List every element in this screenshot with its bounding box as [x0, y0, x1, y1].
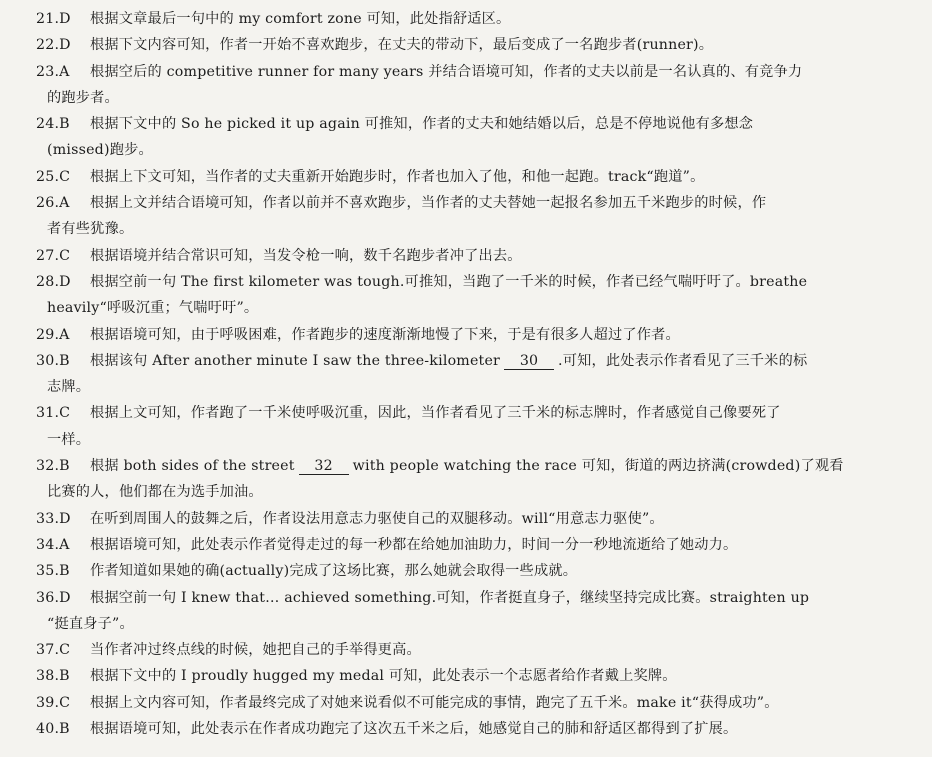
answer-item-30	[36, 348, 906, 401]
explanation-text: 根据下文中的 So he picked it up again 可推知，作者的丈夫和她结婚以后，总是不停地说他有多想念	[90, 116, 754, 133]
answer-line	[36, 716, 906, 742]
answer-line	[36, 506, 906, 532]
explanation-text: 根据语境可知，由于呼吸困难，作者跑步的速度渐渐地慢了下来，于是有很多人超过了作者。	[90, 326, 680, 343]
answer-item-33	[36, 506, 906, 532]
answer-line-continued: 的跑步者。	[47, 89, 119, 106]
explanation-text: 根据上文内容可知，作者最终完成了对她来说看似不可能完成的事情，跑完了五千米。make it“获得成功”。	[90, 694, 779, 711]
question-number: 35.B	[36, 563, 70, 580]
question-number: 30.B	[36, 352, 70, 369]
answer-line	[36, 322, 906, 348]
answer-line-continued: 者有些犹豫。	[47, 221, 134, 238]
question-number: 24.B	[36, 116, 70, 133]
question-number: 37.C	[36, 642, 71, 659]
answer-line	[36, 663, 906, 689]
answer-item-40	[36, 716, 906, 742]
answer-item-36	[36, 585, 906, 638]
answer-line	[36, 269, 906, 295]
explanation-text: 根据空前一句 The first kilometer was tough.可推知，当跑了一千米的时候，作者已经气喘吁吁了。breathe	[90, 273, 808, 290]
question-number: 23.A	[36, 63, 70, 80]
explanation-text-after-blank: with people watching the race 可知，街道的两边挤满(crowded)了观看	[352, 458, 844, 475]
answer-item-39	[36, 690, 906, 716]
explanation-text: 根据下文中的 I proudly hugged my medal 可知，此处表示一个志愿者给作者戴上奖牌。	[90, 668, 677, 685]
explanation-text: 在听到周围人的鼓舞之后，作者设法用意志力驱使自己的双腿移动。will“用意志力驱使”。	[90, 510, 664, 527]
explanation-text: 根据语境可知，此处表示在作者成功跑完了这次五千米之后，她感觉自己的肺和舒适区都得到了扩展。	[90, 721, 738, 738]
question-number: 39.C	[36, 694, 71, 711]
explanation-text: 根据上下文可知，当作者的丈夫重新开始跑步时，作者也加入了他，和他一起跑。track“跑道”。	[90, 168, 705, 185]
explanation-text: 根据上文可知，作者跑了一千米使呼吸沉重，因此，当作者看见了三千米的标志牌时，作者感觉自己像要死了	[90, 405, 781, 422]
answer-line	[36, 453, 906, 479]
question-number: 25.C	[36, 168, 71, 185]
answer-line	[36, 637, 906, 663]
question-number: 26.A	[36, 195, 70, 212]
answer-line-continued: heavily“呼吸沉重；气喘吁吁”。	[47, 300, 259, 317]
answer-item-38	[36, 663, 906, 689]
answer-line	[36, 400, 906, 426]
answer-line	[36, 6, 906, 32]
answer-item-34	[36, 532, 906, 558]
answer-line	[36, 59, 906, 85]
answer-line-continued: 一样。	[47, 431, 91, 448]
answer-line	[36, 32, 906, 58]
answer-item-23	[36, 59, 906, 112]
explanation-text: 根据下文内容可知，作者一开始不喜欢跑步，在丈夫的带动下，最后变成了一名跑步者(runner)。	[90, 37, 714, 54]
question-number: 28.D	[36, 273, 71, 290]
answer-item-35	[36, 558, 906, 584]
explanation-text: 作者知道如果她的确(actually)完成了这场比赛，那么她就会取得一些成就。	[90, 563, 578, 580]
explanation-text-before-blank: 根据 both sides of the street	[90, 458, 295, 475]
answer-line-continued: 比赛的人，他们都在为选手加油。	[47, 484, 263, 501]
question-number: 27.C	[36, 247, 71, 264]
explanation-text: 根据语境可知，此处表示作者觉得走过的每一秒都在给她加油助力，时间一分一秒地流逝给了她动力。	[90, 536, 738, 553]
question-number: 29.A	[36, 326, 70, 343]
answer-line	[36, 190, 906, 216]
answer-line	[36, 532, 906, 558]
explanation-text: 根据文章最后一句中的 my comfort zone 可知，此处指舒适区。	[90, 11, 511, 27]
question-number: 34.A	[36, 536, 70, 553]
answer-item-31	[36, 400, 906, 453]
answer-item-24	[36, 111, 906, 164]
answer-item-28	[36, 269, 906, 322]
question-number: 40.B	[36, 721, 70, 738]
question-number: 33.D	[36, 510, 71, 527]
answer-line	[36, 111, 906, 137]
answer-line-continued: “挺直身子”。	[47, 615, 134, 632]
question-number: 22.D	[36, 37, 71, 54]
blank-number: 30	[504, 353, 554, 370]
explanation-text: 根据空后的 competitive runner for many years 并结合语境可知，作者的丈夫以前是一名认真的、有竞争力	[90, 63, 803, 80]
answer-item-32	[36, 453, 906, 506]
answer-line	[36, 243, 906, 269]
answer-line-continued: 志牌。	[47, 379, 91, 396]
answer-item-29	[36, 322, 906, 348]
answer-line	[36, 690, 906, 716]
answer-item-25	[36, 164, 906, 190]
question-number: 31.C	[36, 405, 71, 422]
answer-line	[36, 164, 906, 190]
explanation-text: 当作者冲过终点线的时候，她把自己的手举得更高。	[90, 642, 421, 659]
question-number: 21.D	[36, 11, 71, 27]
answer-item-22	[36, 32, 906, 58]
explanation-text-before-blank: 根据该句 After another minute I saw the three-kilometer	[90, 352, 501, 369]
answer-item-37	[36, 637, 906, 663]
question-number: 32.B	[36, 458, 70, 475]
answer-item-26	[36, 190, 906, 243]
answer-item-27	[36, 243, 906, 269]
explanation-text: 根据语境并结合常识可知，当发令枪一响，数千名跑步者冲了出去。	[90, 247, 522, 264]
answer-line	[36, 348, 906, 374]
explanation-text-after-blank: .可知，此处表示作者看见了三千米的标	[558, 352, 808, 369]
question-number: 38.B	[36, 668, 70, 685]
answer-line	[36, 558, 906, 584]
blank-number: 32	[299, 458, 349, 475]
answer-item-21	[36, 6, 906, 32]
explanation-text: 根据空前一句 I knew that… achieved something.可知，作者挺直身子，继续坚持完成比赛。straighten up	[90, 589, 810, 606]
answer-line-continued: (missed)跑步。	[47, 142, 153, 159]
question-number: 36.D	[36, 589, 71, 606]
answer-line	[36, 585, 906, 611]
explanation-text: 根据上文并结合语境可知，作者以前并不喜欢跑步，当作者的丈夫替她一起报名参加五千米跑步的时候，作	[90, 195, 767, 212]
